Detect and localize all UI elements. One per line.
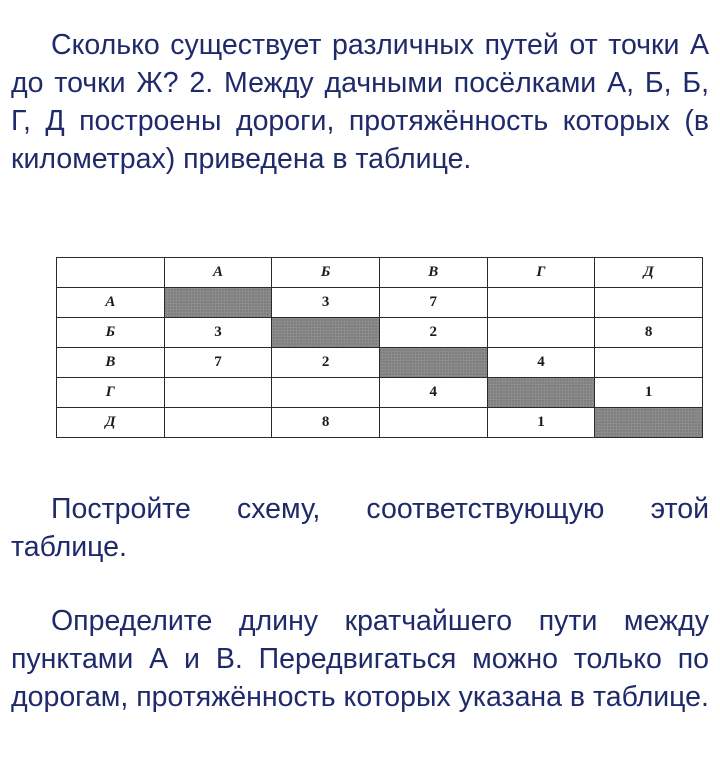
table-cell: 8 [272, 408, 380, 438]
table-cell [272, 378, 380, 408]
row-header-g: Г [57, 378, 165, 408]
table-cell [164, 378, 272, 408]
table-cell: 3 [272, 288, 380, 318]
col-header-g: Г [487, 258, 595, 288]
table-row [57, 348, 703, 378]
row-header-a: А [57, 288, 165, 318]
table-cell: 3 [164, 318, 272, 348]
table-row [57, 318, 703, 348]
table-cell [487, 318, 595, 348]
table-cell [487, 288, 595, 318]
table-row [57, 378, 703, 408]
col-header-v: В [379, 258, 487, 288]
task-paragraph-2: Постройте схему, соответствующую этой таблице. [11, 493, 709, 563]
table-cell: 7 [379, 288, 487, 318]
table-cell [595, 348, 703, 378]
row-header-d: Д [57, 408, 165, 438]
col-header-d: Д [595, 258, 703, 288]
task-paragraph-1: Сколько существует различных путей от точки А до точки Ж? 2. Между дачными посёлками А, Б, Б, Г, Д построены дороги, протяжённость которых (в километрах) приведена в таблице. [11, 29, 709, 175]
col-header-b: Б [272, 258, 380, 288]
table-cell: 4 [379, 378, 487, 408]
table-cell: 7 [164, 348, 272, 378]
col-header-a: А [164, 258, 272, 288]
diagonal-cell [164, 288, 272, 318]
table-cell [595, 288, 703, 318]
table-cell: 4 [487, 348, 595, 378]
table-cell: 1 [487, 408, 595, 438]
corner-header [57, 258, 165, 288]
diagonal-cell [379, 348, 487, 378]
row-header-v: В [57, 348, 165, 378]
diagonal-cell [595, 408, 703, 438]
row-header-b: Б [57, 318, 165, 348]
diagonal-cell [272, 318, 380, 348]
diagonal-cell [487, 378, 595, 408]
table-cell: 1 [595, 378, 703, 408]
table-cell: 2 [272, 348, 380, 378]
table-cell [379, 408, 487, 438]
table-row [57, 288, 703, 318]
table-header-row [57, 258, 703, 288]
distance-table-container [56, 257, 703, 438]
task-paragraph-3: Определите длину кратчайшего пути между пунктами А и В. Передвигаться можно только по дорогам, протяжённость которых указана в таблице. [11, 605, 709, 713]
table-cell: 2 [379, 318, 487, 348]
table-row [57, 408, 703, 438]
table-cell: 8 [595, 318, 703, 348]
distance-table [56, 257, 703, 438]
table-cell [164, 408, 272, 438]
